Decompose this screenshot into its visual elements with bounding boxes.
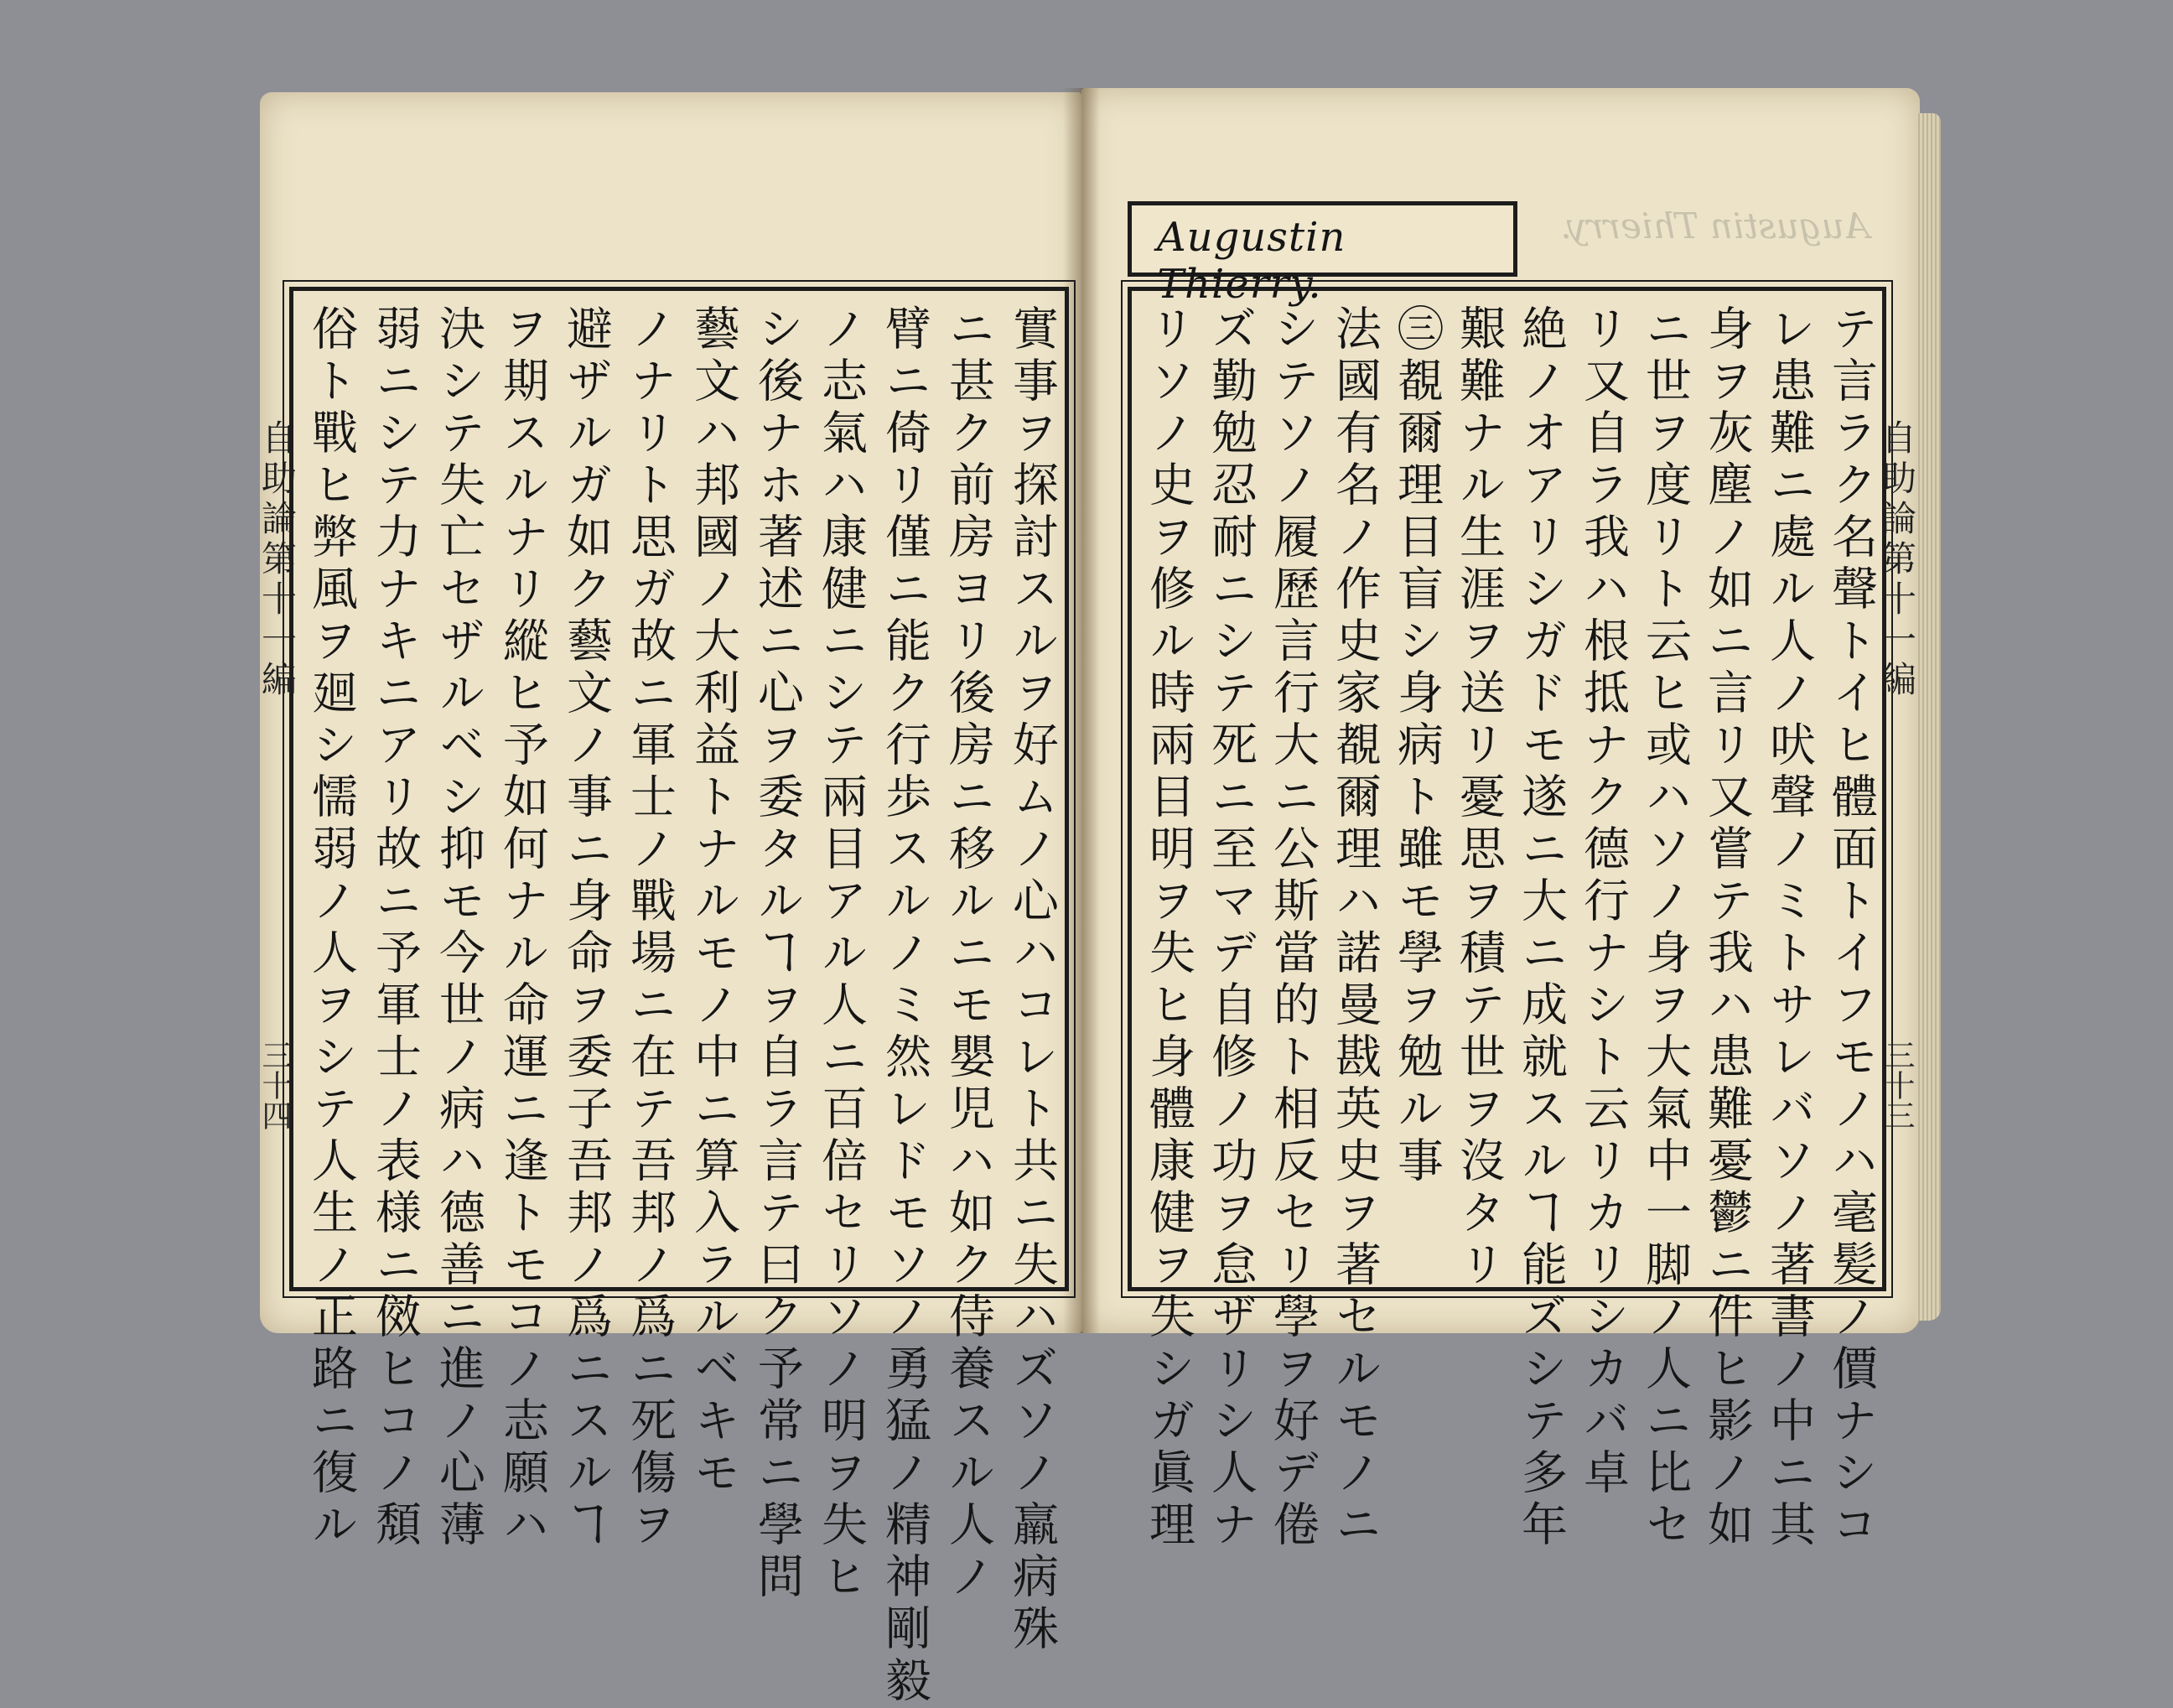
name-label: Augustin Thierry.	[1157, 214, 1346, 308]
right-column-10: シテソノ履歷言行大ニ公斯當的ト相反セリ學ヲ好デ倦	[1266, 304, 1320, 1552]
left-column-5: シ後ナホ著述ニ心ヲ委タルヿヲ自ラ言テ曰ク予常ニ學問	[750, 304, 804, 1604]
left-column-1: 實事ヲ探討スルヲ好ムノ心ハコレト共ニ失ハズソノ羸病殊	[1005, 304, 1059, 1656]
left-column-3: 臂ニ倚リ僅ニ能ク行歩スルノミ然レドモソノ勇猛ノ精神剛毅	[878, 304, 931, 1708]
bleed-through-text: Augustin Thierry.	[1560, 205, 1870, 247]
right-column-4: ニ世ヲ度リト云ヒ或ハソノ身ヲ大氣中一脚ノ人ニ比セ	[1638, 304, 1692, 1552]
right-running-title: 自助論第十一編	[1876, 419, 1917, 701]
right-column-9: 法國有名ノ作史家覩爾理ハ諾曼戡英史ヲ著セルモノニ	[1328, 304, 1382, 1552]
right-column-2: レ患難ニ處ル人ノ吠聲ノミトサレバソノ著書ノ中ニ其	[1762, 304, 1816, 1552]
left-column-11: 弱ニシテ力ナキニアリ故ニ予軍士ノ表様ニ傚ヒコノ頽	[368, 304, 422, 1552]
right-text-frame	[1128, 287, 1886, 1552]
left-column-7: ノナリト思ガ故ニ軍士ノ戰場ニ在テ吾邦ノ爲ニ死傷ヲ	[623, 304, 677, 1552]
left-column-2: ニ甚ク前房ヨリ後房ニ移ルニモ嬰児ハ如ク侍養スル人ノ	[941, 304, 995, 1604]
right-column-11: ズ勤勉忍耐ニシテ死ニ至マデ自修ノ功ヲ怠ザリシ人ナ	[1204, 304, 1258, 1552]
right-column-1: テ言ラク名聲トイヒ體面トイフモノハ毫髪ノ價ナシコ	[1824, 304, 1878, 1552]
right-column-12: リソノ史ヲ修ル時兩目明ヲ失ヒ身體康健ヲ失シガ眞理	[1142, 304, 1195, 1552]
right-column-7: 艱難ナル生涯ヲ送リ憂思ヲ積テ世ヲ沒タリ	[1452, 304, 1506, 1292]
left-column-12: 俗ト戰ヒ弊風ヲ廻シ懦弱ノ人ヲシテ人生ノ正路ニ復ル	[304, 304, 358, 1552]
left-running-title: 自助論第十一編	[257, 419, 298, 701]
left-text-frame	[289, 287, 1069, 1708]
left-column-4: ノ志氣ハ康健ニシテ兩目アル人ニ百倍セリソノ明ヲ失ヒ	[814, 304, 868, 1604]
left-column-9: ヲ期スルナリ縱ヒ予如何ナル命運ニ逢トモコノ志願ハ	[495, 304, 549, 1552]
right-column-5: リ又自ラ我ハ根抵ナク德行ナシト云リカリシカバ卓	[1576, 304, 1630, 1500]
left-page-number: 三十四	[257, 1040, 292, 1130]
right-page-number: 三十三	[1880, 1040, 1915, 1130]
right-column-6: 絶ノオアリシガドモ遂ニ大ニ成就スルヿ能ズシテ多年	[1514, 304, 1568, 1552]
page-edges	[1916, 113, 1941, 1321]
left-column-6: 藝文ハ邦國ノ大利益トナルモノ中ニ算入ラルベキモ	[687, 304, 740, 1500]
right-column-3: 身ヲ灰塵ノ如ニ言リ又嘗テ我ハ患難憂鬱ニ件ヒ影ノ如	[1700, 304, 1754, 1552]
right-section-heading: ㊂覩爾理目盲シ身病ト雖モ學ヲ勉ル事	[1390, 304, 1444, 1188]
left-column-8: 避ザルガ如ク藝文ノ事ニ身命ヲ委子吾邦ノ爲ニスルヿ	[559, 304, 613, 1552]
name-label-box	[1128, 201, 1517, 308]
left-column-10: 決シテ失亡セザルベシ抑モ今世ノ病ハ德善ニ進ノ心薄	[432, 304, 485, 1552]
